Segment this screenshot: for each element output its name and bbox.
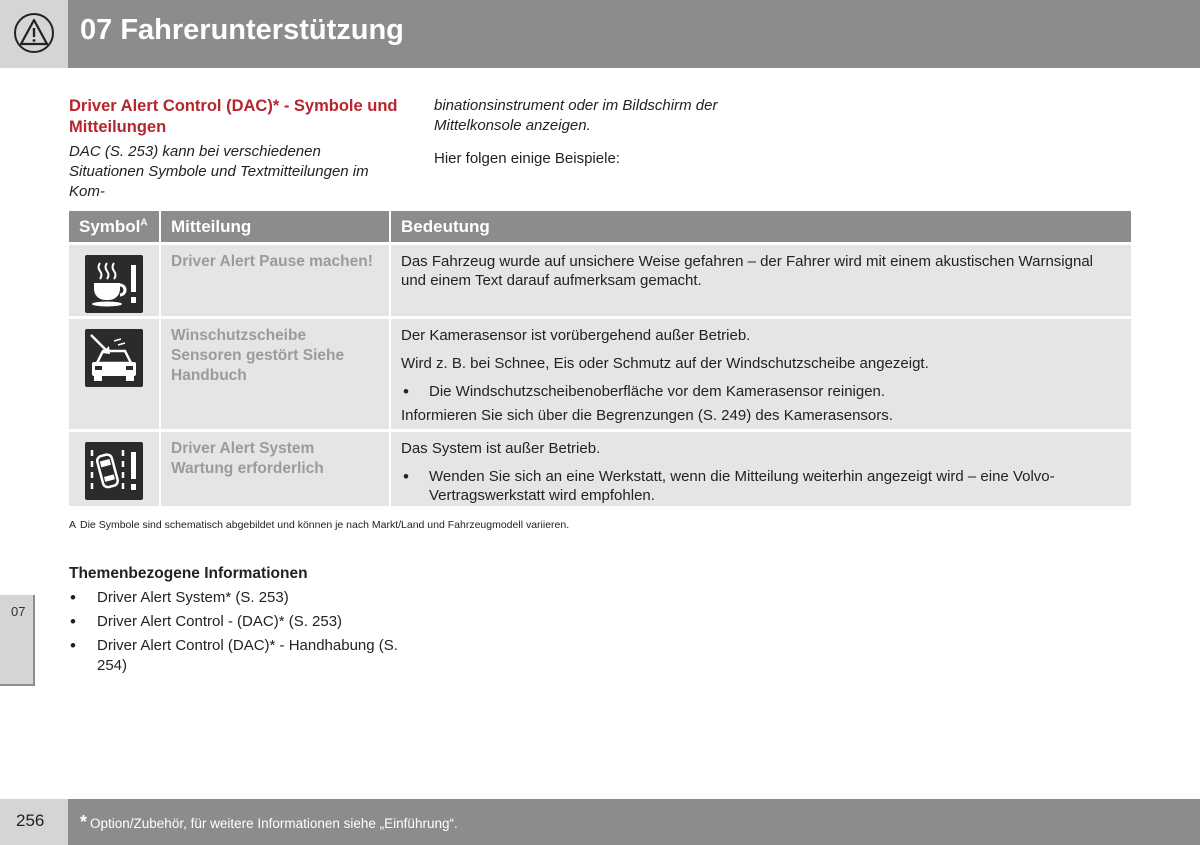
coffee-cup-warning-icon [85,255,143,313]
table-row [69,245,1131,319]
header-symbol: Symbol$^A$ [69,211,161,242]
table-header-row [69,211,1131,245]
windscreen-sensor-icon [85,329,143,387]
list-item: • Wenden Sie sich an eine Werkstatt, wenn die Mitteilung weiterhin angezeigt wird – eine Volvo-Vertragswerkstatt wird empfohlen. [401,467,1121,505]
chapter-tab[interactable] [0,595,35,686]
examples-label: Hier folgen einige Beispiele: [434,150,620,167]
footer-bar [68,799,1200,845]
row-message: Winschutzscheibe Sensoren gestört Siehe Handbuch [161,319,391,429]
asterisk: * [80,812,88,832]
header-icon-box [0,0,68,68]
row-meaning: Das System ist außer Betrieb. • Wenden Sie sich an eine Werkstatt, wenn die Mitteilung weiterhin angezeigt wird – eine Volvo-Vertragswerkstatt wird empfohlen. [391,432,1131,506]
intro-text-left: DAC (S. 253) kann bei verschiedenen Situationen Symbole und Textmitteilungen im Kom- [69,143,369,200]
chapter-tab-label: 07 [11,604,26,619]
warning-triangle-icon [14,13,54,53]
related-link[interactable]: • Driver Alert System* (S. 253) [69,588,429,608]
list-item: • Die Windschutzscheibenoberfläche vor dem Kamerasensor reinigen. [401,382,1121,401]
table-row [69,319,1131,432]
section-title: Driver Alert Control (DAC)* - Symbole und Mitteilungen [69,97,398,136]
symbols-table [69,211,1131,509]
intro-text-right: binationsinstrument oder im Bildschirm der Mittelkonsole anzeigen. [434,97,718,134]
table-footnote [69,519,569,531]
footnote-marker: A [140,217,148,229]
footer-note: * Option/Zubehör, für weitere Informationen siehe „Einführung“. [80,812,458,832]
header-message: Mitteilung [161,211,391,242]
related-info [69,564,429,676]
intro-right-column [434,96,774,169]
page-number: 256 [16,811,45,830]
row-meaning: Der Kamerasensor ist vorübergehend außer Betrieb. Wird z. B. bei Schnee, Eis oder Schmutz auf der Windschutzscheibe angezeigt. • Die Windschutzscheibenoberfläche vor dem Kamerasensor reinigen. Informieren Sie sich über die Begrenzungen (S. 249) des Kamerasensors. [391,319,1131,429]
row-message: Driver Alert Pause machen! [161,245,391,316]
related-link[interactable]: • Driver Alert Control - (DAC)* (S. 253) [69,612,429,632]
header-bar [68,0,1200,68]
table-row [69,432,1131,509]
row-meaning: Das Fahrzeug wurde auf unsichere Weise gefahren – der Fahrer wird mit einem akustischen Warnsignal und einem Text darauf aufmerksam gemacht. [401,253,1093,289]
header-meaning: Bedeutung [401,217,490,236]
footnote-text: Die Symbole sind schematisch abgebildet und können je nach Markt/Land und Fahrzeugmodell variieren. [80,519,570,531]
intro-left-column [69,96,399,202]
footnote-marker: A [69,519,77,531]
lane-car-warning-icon [85,442,143,500]
related-link[interactable]: • Driver Alert Control (DAC)* - Handhabung (S. 254) [69,636,429,676]
row-message: Driver Alert System Wartung erforderlich [161,432,391,506]
related-title: Themenbezogene Informationen [69,565,308,582]
page-number-box [0,799,68,845]
page-title: 07 Fahrerunterstützung [80,14,404,46]
